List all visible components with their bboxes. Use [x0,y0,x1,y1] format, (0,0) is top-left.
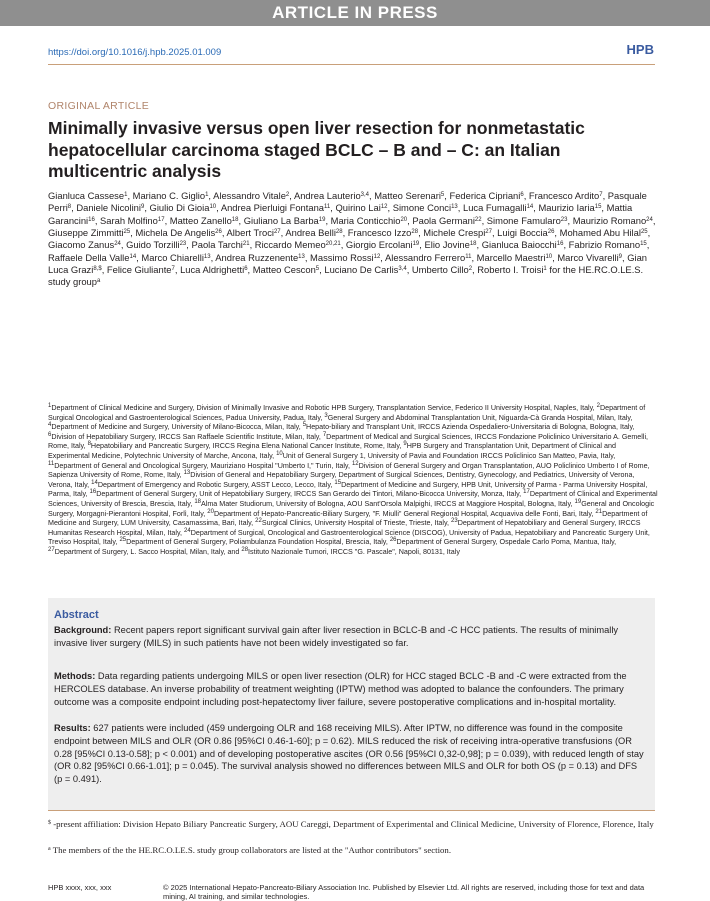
results-text: 627 patients were included (459 undergoing OLR and 168 receiving MILS). After IPTW, no difference was found in the composite endpoint between MILS and OLR (OR 0.86 [95%CI 0.46-1-60]; p = 0.62). MILS reduced the risk of receiving intra-operative transfusions (OR 0.28 [95%CI 0.13-0.58]; p < 0.001) and of developing postoperative ascites (OR 0.56 [95%CI 0,32-0,98]; p = 0.039), with reduced length of stay (OR 0.82 [95%CI 0.66-1.01]; p = 0.045). The survival analysis showed no differences between MILS and OLR for both OS (p = 0.13) and DFS (p = 0.491). [54,723,644,785]
affiliations: $^1$Department of Clinical Medicine and Surgery, Division of Minimally Invasive and Robotic HPB Surgery, Transplantation Service, Federico II University Hospital, Naples, Italy, $^2$Department of Surgical Oncological and Gastroenterological Sciences, Padua University, Padua, Italy, $^3$General Surgery and Abdominal Transplantation Unit, Niguarda-Cà Granda Hospital, Milan, Italy, $^4$Department of Medicine and Surgery, University of Milano-Bicocca, Milan, Italy, $^5$Hepato-biliary and Transplant Unit, IRCCS Azienda Ospedaliero-Universitaria di Bologna, Bologna, Italy, $^6$Division of Hepatobiliary Surgery, IRCCS San Raffaele Scientific Institute, Milan, Italy, $^7$Department of Medical and Surgical Sciences, IRCCS Fondazione Policlinico Universitario A. Gemelli, Rome, Italy, $^8$Hepatobiliary and Pancreatic Surgery, IRCCS Regina Elena National Cancer Institute, Rome, Italy, $^9$HPB Surgery and Transplantation Unit, Department of Clinical and Experimental Medicine, Polytechnic University of Marche, Ancona, Italy, $^{10}$Unit of General Surgery 1, University of Pavia and Foundation IRCCS Policlinico San Matteo, Pavia, Italy, $^{11}$Department of General and Oncological Surgery, Mauriziano Hospital "Umberto I," Turin, Italy, $^{12}$Division of General Surgery and Organ Transplantation, AUO Policlinico Umberto I of Rome, Sapienza University of Rome, Rome, Italy, $^{13}$Division of General and Hepatobiliary Surgery, Department of Surgical Sciences, Dentistry, Gynecology, and Pediatrics, University of Verona, Verona, Italy, $^{14}$Department of Emergency and Robotic Surgery, ASST Lecco, Lecco, Italy, $^{15}$Department of Medicine and Surgery, HPB Unit, University of Parma - Parma University Hospital, Parma, Italy, $^{16}$Department of General Surgery, Unit of Hepatobiliary Surgery, IRCCS San Gerardo dei Tintori, Milano-Bicocca University, Monza, Italy, $^{17}$Department of Clinical and Experimental Sciences, University of Brescia, Brescia, Italy, $^{18}$Alma Mater Studiorum, University of Bologna, AOU Sant'Orsola Malpighi, IRCCS at Maggiore Hospital, Bologna, Italy, $^{19}$General and Oncologic Surgery, Morgagni-Pierantoni Hospital, Forlì, Italy, $^{20}$Department of Hepato-Pancreatic-Biliary Surgery, "F. Miulli" General Regional Hospital, Acquaviva delle Fonti, Bari, Italy, $^{21}$Department of Medicine and Surgery, LUM University, Casamassima, Bari, Italy, $^{22}$Surgical Clinics, University Hospital of Trieste, Trieste, Italy, $^{23}$Department of Hepatobiliary and General Surgery, IRCCS Humanitas Research Hospital, Milan, Italy, $^{24}$Department of Surgical, Oncological and Gastroenterological Science (DISCOG), University of Padua, Hepatobiliary and Pancreatic Surgery Unit, Treviso Hospital, Italy, $^{25}$Department of General Surgery, Poliambulanza Foundation Hospital, Brescia, Italy, $^{26}$Department of General Surgery, Ospedale Carlo Poma, Mantua, Italy, $^{27}$Department of Surgery, L. Sacco Hospital, Milan, Italy, and $^{28}$Istituto Nazionale Tumori, IRCCS "G. Pascale", Napoli, 80131, Italy [48,403,658,556]
footnote-text: -present affiliation: Division Hepato Biliary Pancreatic Surgery, AOU Careggi, Department of Experimental and Clinical Medicine, University of Florence, Florence, Italy [53,819,654,829]
author-list: Gianluca Cassese$^1$, Mariano C. Giglio$^1$, Alessandro Vitale$^2$, Andrea Lauterio$^{3,4}$, Matteo Serenari$^5$, Federica Cipriani$^6$, Francesco Ardito$^7$, Pasquale Perri$^8$, Daniele Nicolini$^9$, Giulio Di Gioia$^{10}$, Andrea Pierluigi Fontana$^{11}$, Quirino Lai$^{12}$, Simone Conci$^{13}$, Luca Fumagalli$^{14}$, Maurizio Iaria$^{15}$, Mattia Garancini$^{16}$, Sarah Molfino$^{17}$, Matteo Zanello$^{18}$, Giuliano La Barba$^{19}$, Maria Conticchio$^{20}$, Paola Germani$^{22}$, Simone Famularo$^{23}$, Maurizio Romano$^{24}$, Giuseppe Zimmitti$^{25}$, Michela De Angelis$^{26}$, Albert Troci$^{27}$, Andrea Belli$^{28}$, Francesco Izzo$^{28}$, Michele Crespi$^{27}$, Luigi Boccia$^{26}$, Mohamed Abu Hilal$^{25}$, Giacomo Zanus$^{24}$, Guido Torzilli$^{23}$, Paola Tarchi$^{21}$, Riccardo Memeo$^{20,21}$, Giorgio Ercolani$^{19}$, Elio Jovine$^{18}$, Gianluca Baiocchi$^{16}$, Fabrizio Romano$^{15}$, Raffaele Della Valle$^{14}$, Marco Chiarelli$^{13}$, Andrea Ruzzenente$^{13}$, Massimo Rossi$^{12}$, Alessandro Ferrero$^{11}$, Marcello Maestri$^{10}$, Marco Vivarelli$^9$, Gian Luca Grazi$^{8,\$}$, Felice Giuliante$^7$, Luca Aldrighetti$^6$, Matteo Cescon$^5$, Luciano De Carlis$^{3,4}$, Umberto Cillo$^2$, Roberto I. Troisi$^1$ for the HE.RC.O.LE.S. study group$^a$ [48,190,656,288]
methods-text: Data regarding patients undergoing MILS or open liver resection (OLR) for HCC staged BCLC -B and -C were extracted from the HERCOLES database. An inverse probability of treatment weighting (IPTW) method was adopted to balance the confounders. The primary outcome was a composite endpoint including post-hepatectomy liver failure, severe postoperative complications and in-hospital mortality. [54,671,627,707]
journal-name: HPB [626,42,654,57]
abstract-methods [54,670,644,708]
doi-link[interactable]: https://doi.org/10.1016/j.hpb.2025.01.009 [48,47,222,58]
abstract-background [54,624,644,650]
abstract-results [54,722,644,786]
footnote-text: The members of the the HE.RC.O.LE.S. study group collaborators are listed at the "Author contributors" section. [52,845,452,855]
article-in-press-banner: ARTICLE IN PRESS [0,0,710,26]
header-divider [48,64,655,65]
footer-copyright: © 2025 International Hepato-Pancreato-Biliary Association Inc. Published by Elsevier Ltd. All rights are reserved, including those for text and data mining, AI training, and similar technologies. [163,883,645,901]
results-label: Results: [54,723,91,733]
methods-label: Methods: [54,671,96,681]
abstract-box [48,598,655,810]
footer-citation: HPB xxxx, xxx, xxx [48,883,112,892]
footnote-mark: $ [48,820,51,826]
footnote-mark: a [48,846,51,852]
abstract-heading: Abstract [54,609,99,621]
article-type: ORIGINAL ARTICLE [48,100,150,112]
footnote-present-affiliation [48,817,658,830]
footnote-divider [48,810,655,811]
background-label: Background: [54,625,112,635]
footnote-study-group [48,843,658,856]
article-title: Minimally invasive versus open liver resection for nonmetastatic hepatocellular carcinoma staged BCLC – B and – C: an Italian multicentric analysis [48,118,585,181]
background-text: Recent papers report significant survival gain after liver resection in BCLC-B and -C HCC patients. The results of minimally invasive liver surgery (MILS) in such patients have not been widely investigated so far. [54,625,619,648]
